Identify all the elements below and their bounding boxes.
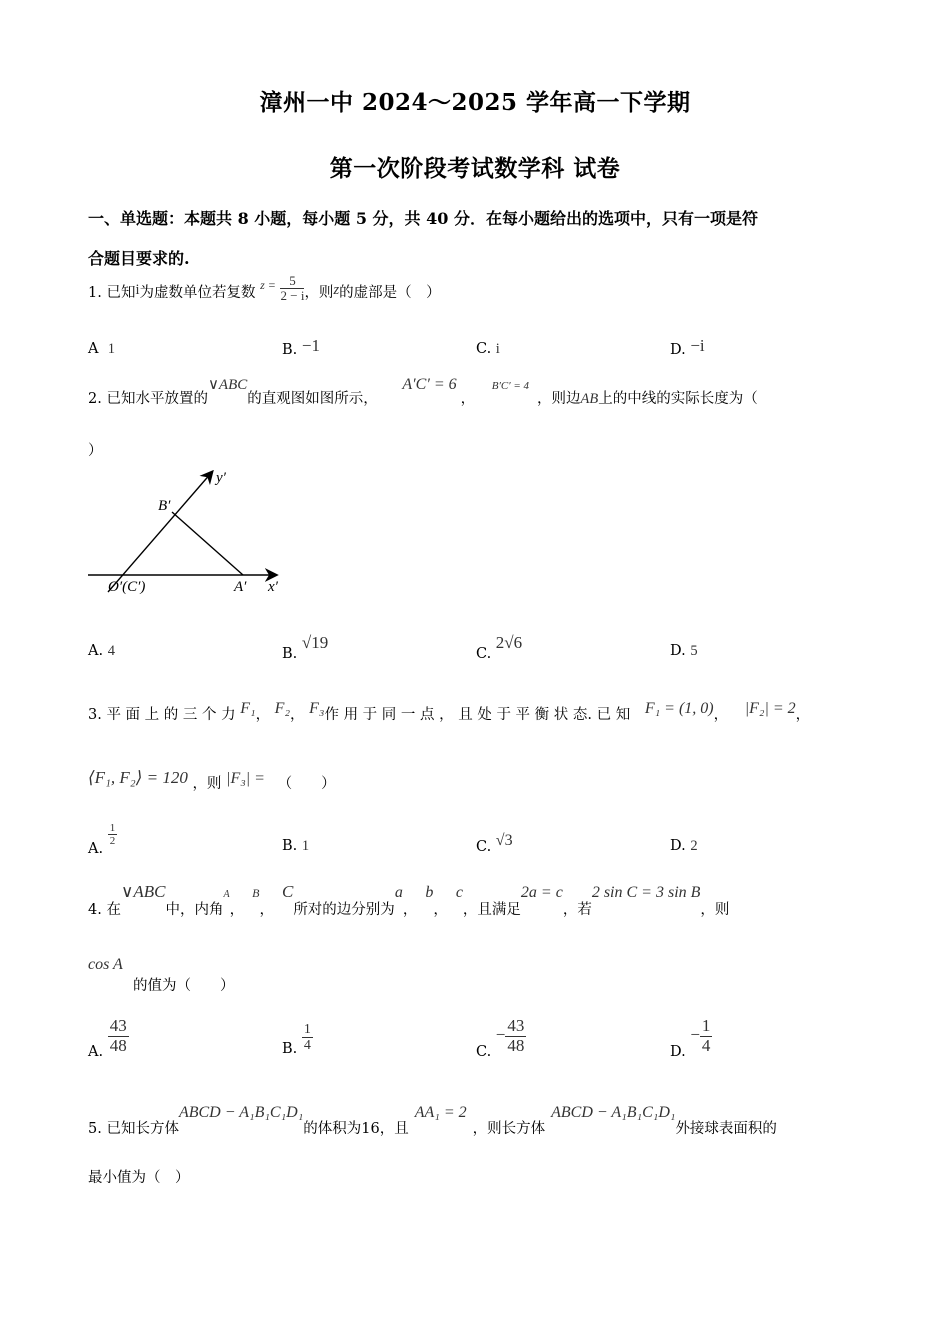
q3-option-d: D. 2 [670,838,698,854]
title-line-1: 漳州一中 2024～2025 学年高一下学期 [259,89,691,116]
q2-option-a: A. 4 [88,643,115,659]
q3-option-a: A. $\frac{1}{2}$ [88,822,116,857]
q2-option-d: D. 5 [670,643,698,659]
q1-text: ，则 [304,284,334,301]
q1-text: 为虚数单位若复数 [139,284,256,301]
q1-z-equals: z = [260,277,276,292]
question-5-stem-line-1: 5. 已知长方体ABCD − A₁B₁C₁D₁的体积为16，且AA₁ = 2，则长方体ABCD − A₁B₁C₁D₁外接球表面积的 [88,1104,777,1137]
section-1-heading-line-1: 一、单选题：本题共 8 小题，每小题 5 分，共 40 分．在每小题给出的选项中，只有一项是符 [88,209,758,228]
q2-oblique-diagram [80,460,300,600]
y-axis-label: y′ [216,470,226,486]
x-axis-label: x′ [268,579,278,595]
question-5-stem-line-2: 最小值为（ ） [88,1170,190,1186]
q1-option-a: A 1 [88,341,115,357]
point-a-label: A′ [234,579,247,595]
q2-ab: AB [580,391,599,407]
q1-frac-den: 2 − i [280,288,305,304]
section-1-heading-line-2: 合题目要求的. [88,249,190,268]
q4-option-a: A. $\frac{43}{48}$ [88,1016,127,1061]
q1-fraction [280,274,304,304]
q4-option-c: C. − $\frac{43}{48}$ [476,1016,525,1061]
point-o-label: O′(C′) [108,579,146,595]
title-line-2: 第一次阶段考试数学科 试卷 [329,155,621,182]
question-2-stem: 2. 已知水平放置的∨ABC的直观图如图所示， A′C′ = 6， B′C′ = 4，则边AB上的中线的实际长度为（ [88,376,758,407]
q1-option-d: D. −i [670,336,705,358]
y-axis [108,472,212,592]
q1-i: i [135,281,140,298]
q2-ac-length: A′C′ = 6 [402,376,457,393]
q2-triangle: ∨ABC [207,377,248,393]
segment-b-a [172,512,243,575]
question-4-stem-line-1: 4. 在∨ABC中，内角A，B，C所对的边分别为a，b，c，且满足2a = c，若2 sin C = 3 sin B，则 [88,882,730,918]
question-3-stem-line-1: 3. 平 面 上 的 三 个 力 F₁， F₂， F₃作 用 于 同 一 点 ， 且 处 于 平 衡 状 态. 已 知 F₁ = (1, 0)， |F₂| = 2， [88,700,811,723]
q1-option-c: C. i [476,341,500,357]
q4-option-d: D. − $\frac{1}{4}$ [670,1016,711,1061]
q2-close-paren: ） [88,443,103,459]
q2-option-c: C. 2√6 [476,633,523,662]
q4-option-b: B. $\frac{1}{4}$ [282,1022,311,1057]
q1-z: z [333,281,340,298]
question-4-stem-line-2: cos A 的值为（ ） [88,956,235,994]
q2-bc-length: B′C′ = 4 [491,380,530,392]
q1-text: 的虚部是（ ） [339,284,441,301]
q3-option-b: B. 1 [282,838,310,854]
q1-text: 1. 已知 [88,284,136,301]
point-b-label: B′ [158,498,171,514]
q2-option-b: B. √19 [282,633,329,662]
question-3-stem-line-2: ⟨F₁, F₂⟩ = 120 ，则 |F₃| = （ ） [88,768,336,792]
question-1-stem [88,273,441,308]
q1-frac-num: 5 [280,274,304,289]
q1-option-b: B. −1 [282,336,320,358]
q3-option-c: C. √3 [476,832,513,855]
